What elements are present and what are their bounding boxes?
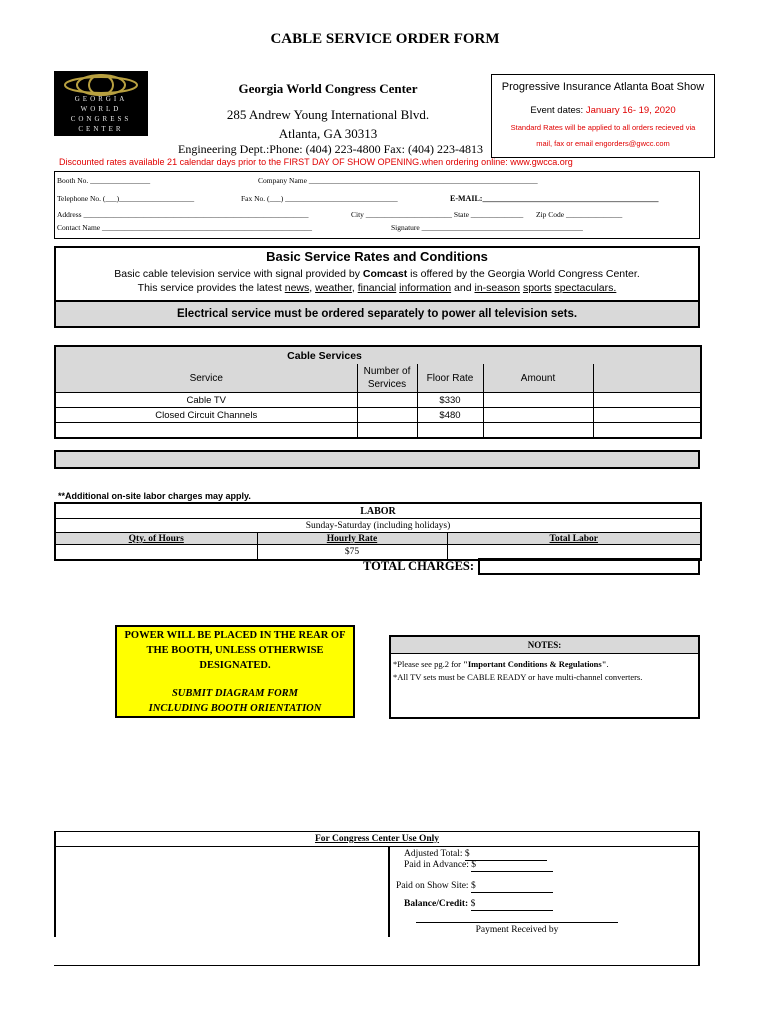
floor-rate-header: Floor Rate: [417, 364, 483, 393]
amount-cell[interactable]: [483, 423, 593, 439]
form-title-text: CABLE SERVICE ORDER FORM: [270, 31, 500, 47]
header-blank: [593, 364, 701, 393]
logo-line: CENTER: [78, 125, 124, 133]
floor-rate-cell: [417, 423, 483, 439]
paid-advance-label: Paid in Advance:: [404, 860, 469, 870]
venue-contact: Engineering Dept.:Phone: (404) 223-4800 Fax: (404) 223-4813: [178, 142, 483, 156]
power-notice-box: [115, 625, 355, 718]
basic-service-line2: [54, 282, 700, 294]
rates-note-line2: mail, fax or email engorders@gwcc.com: [536, 139, 670, 148]
paid-advance-row: [404, 860, 553, 872]
total-labor-header: Total Labor: [447, 533, 701, 545]
floor-rate-cell: $330: [417, 393, 483, 408]
signature-field[interactable]: Signature ___________________________________________: [391, 223, 583, 232]
notes-line1: [393, 658, 698, 671]
balance-row: [404, 895, 553, 911]
office-use-title: For Congress Center Use Only: [314, 834, 440, 844]
office-center-divider: [388, 847, 390, 937]
basic-text: ,: [351, 282, 358, 294]
basic-text: and: [451, 282, 475, 294]
blank-cell: [593, 423, 701, 439]
basic-service-heading: Basic Service Rates and Conditions: [266, 249, 488, 264]
fax-field[interactable]: Fax No. (___) ______________________________: [241, 194, 398, 203]
hourly-rate-cell: $75: [257, 545, 447, 561]
logo-line: GEORGIA: [74, 95, 128, 103]
venue-address-line1: 285 Andrew Young International Blvd.: [226, 107, 430, 122]
table-row: [55, 393, 701, 408]
floor-rate-cell: $480: [417, 408, 483, 423]
currency-symbol: $: [471, 860, 477, 870]
number-header: Number of Services: [357, 364, 417, 393]
payment-received-label: Payment Received by: [475, 925, 559, 935]
adjusted-total-label: Adjusted Total:: [404, 849, 463, 859]
power-line: DESIGNATED.: [199, 660, 271, 671]
show-name: Progressive Insurance Atlanta Boat Show: [501, 81, 705, 93]
service-cell: Closed Circuit Channels: [55, 408, 357, 423]
labor-days: Sunday-Saturday (including holidays): [55, 519, 701, 533]
discount-note: Discounted rates available 21 calendar days prior to the FIRST DAY OF SHOW OPENING.when ordering online: www.gwcca.org: [59, 157, 573, 167]
paid-advance-field[interactable]: [471, 860, 553, 872]
currency-symbol: $: [464, 849, 470, 859]
notes-text: *Please see pg.2 for: [393, 659, 464, 669]
office-use-header: [54, 831, 700, 847]
booth-orientation-line: INCLUDING BOOTH ORIENTATION: [148, 703, 322, 714]
basic-text: ,: [309, 282, 316, 294]
blank-cell: [593, 393, 701, 408]
email-field[interactable]: E-MAIL:____________________________________________: [450, 194, 659, 203]
show-dates: [491, 105, 715, 116]
notes-box: [389, 635, 700, 719]
form-title: [0, 31, 770, 48]
currency-symbol: $: [470, 881, 476, 891]
paid-onsite-label: Paid on Show Site:: [396, 881, 469, 891]
total-charges-label: TOTAL CHARGES:: [363, 559, 475, 573]
power-line: POWER WILL BE PLACED IN THE REAR OF: [124, 630, 346, 641]
sports-link: sports: [522, 282, 552, 294]
qty-hours-cell[interactable]: [55, 545, 257, 561]
service-cell: Cable TV: [55, 393, 357, 408]
logo-line: WORLD: [80, 105, 122, 113]
number-cell[interactable]: [357, 423, 417, 439]
information-link: information: [399, 282, 452, 294]
show-dates-value: January 16- 19, 2020: [585, 105, 676, 116]
office-right-border: [698, 847, 700, 965]
notes-title: NOTES:: [391, 637, 698, 654]
basic-text: Basic cable television service with signal provided by: [114, 268, 363, 280]
notes-line2: *All TV sets must be CABLE READY or have multi-channel converters.: [393, 672, 643, 682]
electrical-note-bar: [54, 300, 700, 328]
basic-text: This service provides the latest: [137, 282, 285, 294]
amount-header: Amount: [483, 364, 593, 393]
currency-symbol: $: [470, 899, 476, 909]
cable-header-spacer: [593, 346, 701, 364]
labor-note: **Additional on-site labor charges may apply.: [58, 491, 251, 501]
rates-note-line1: Standard Rates will be applied to all orders recieved via: [510, 123, 696, 132]
service-header: Service: [55, 364, 357, 393]
news-link: news: [284, 282, 310, 294]
balance-label: Balance/Credit:: [404, 899, 469, 909]
office-left-border: [54, 847, 56, 937]
qty-hours-header: Qty. of Hours: [55, 533, 257, 545]
weather-link: weather: [315, 282, 352, 294]
number-cell[interactable]: [357, 393, 417, 408]
amount-cell[interactable]: [483, 408, 593, 423]
notes-text: .: [606, 659, 609, 669]
blank-cell: [593, 408, 701, 423]
conditions-reference: "Important Conditions & Regulations": [463, 659, 607, 669]
basic-text: is offered by the Georgia World Congress Center.: [407, 268, 640, 280]
show-dates-label: Event dates:: [530, 105, 584, 116]
contact-name-field[interactable]: Contact Name ________________________________________________________: [57, 223, 312, 232]
balance-field[interactable]: [471, 899, 553, 911]
provider-name: Comcast: [362, 268, 408, 280]
hourly-rate-header: Hourly Rate: [257, 533, 447, 545]
submit-diagram-line: SUBMIT DIAGRAM FORM: [171, 688, 299, 699]
spectaculars-link: spectaculars.: [554, 282, 617, 294]
electrical-note: Electrical service must be ordered separately to power all television sets.: [176, 308, 578, 320]
payment-received-line[interactable]: [416, 922, 618, 923]
paid-onsite-field[interactable]: [471, 881, 553, 893]
labor-title: LABOR: [55, 503, 701, 519]
paid-onsite-row: [396, 881, 553, 893]
telephone-field[interactable]: Telephone No. (___)____________________: [57, 194, 195, 203]
cable-services-title: Cable Services: [55, 346, 593, 364]
zip-field[interactable]: Zip Code _______________: [536, 210, 623, 219]
basic-service-line1: [54, 268, 700, 280]
gwcc-logo: [54, 71, 148, 136]
table-row: [55, 408, 701, 423]
cable-subtotal-bar: [54, 450, 700, 469]
venue-name: Georgia World Congress Center: [238, 81, 418, 96]
booth-field[interactable]: Booth No. ________________: [57, 176, 151, 185]
cable-services-table: [54, 345, 700, 439]
total-charges-field[interactable]: [478, 558, 700, 575]
office-use-section: [54, 831, 700, 967]
company-field[interactable]: Company Name _____________________________________________________________: [258, 176, 538, 185]
city-state-field[interactable]: City _______________________ State ______________: [351, 210, 524, 219]
financial-link: financial: [357, 282, 397, 294]
address-field[interactable]: Address ____________________________________________________________: [57, 210, 309, 219]
logo-line: CONGRESS: [70, 115, 132, 123]
venue-address-line2: Atlanta, GA 30313: [278, 126, 378, 141]
power-line: THE BOOTH, UNLESS OTHERWISE: [146, 645, 324, 656]
service-cell: [55, 423, 357, 439]
table-row: [55, 423, 701, 439]
office-bottom-border: [54, 965, 700, 966]
number-cell[interactable]: [357, 408, 417, 423]
labor-table: [54, 502, 700, 561]
inseason-link: in-season: [474, 282, 521, 294]
amount-cell[interactable]: [483, 393, 593, 408]
